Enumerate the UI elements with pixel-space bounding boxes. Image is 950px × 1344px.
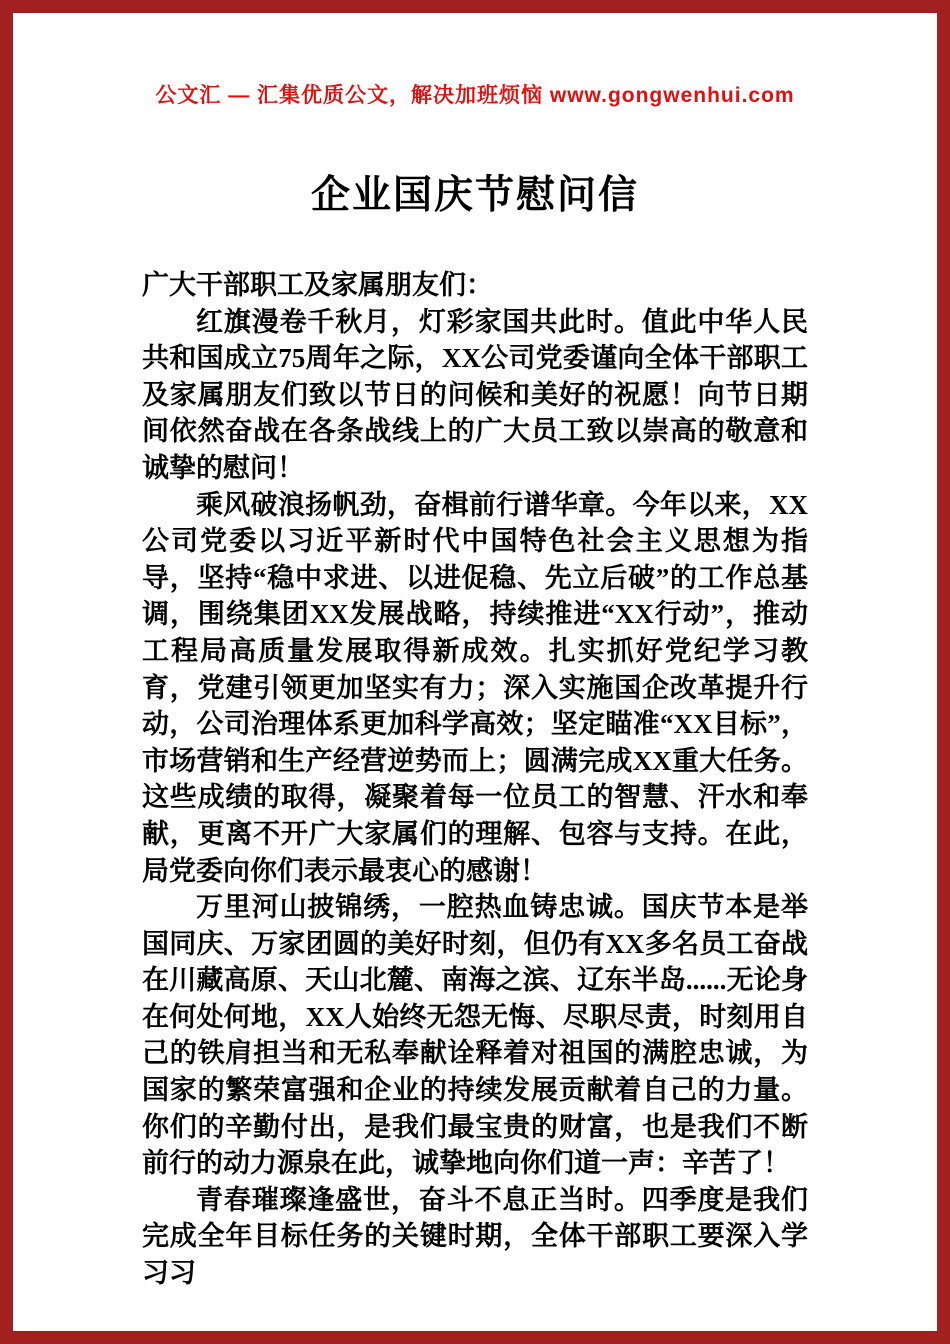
site-watermark-header: 公文汇 — 汇集优质公文，解决加班烦恼 www.gongwenhui.com [155, 84, 795, 107]
document-body [142, 267, 808, 1292]
document-title: 企业国庆节慰问信 [310, 174, 639, 217]
paragraph-4: 青春璀璨逢盛世，奋斗不息正当时。四季度是我们完成全年目标任务的关键时期，全体干部职工要深入学习习 [142, 1184, 808, 1289]
paragraph-1: 红旗漫卷千秋月，灯彩家国共此时。值此中华人民共和国成立75周年之际，XX公司党委谨向全体干部职工及家属朋友们致以节日的问候和美好的祝愿！向节日期间依然奋战在各条战线上的广大员工致以崇高的敬意和诚挚的慰问！ [142, 306, 808, 483]
paragraph-3: 万里河山披锦绣，一腔热血铸忠诚。国庆节本是举国同庆、万家团圆的美好时刻，但仍有XX多名员工奋战在川藏高原、天山北麓、南海之滨、辽东半岛......无论身在何处何地，XX人始终无怨无悔、尽职尽责，时刻用自己的铁肩担当和无私奉献诠释着对祖国的满腔忠诚，为国家的繁荣富强和企业的持续发展贡献着自己的力量。你们的辛勤付出，是我们最宝贵的财富，也是我们不断前行的动力源泉在此，诚挚地向你们道一声：辛苦了！ [142, 892, 808, 1179]
salutation-line: 广大干部职工及家属朋友们： [142, 270, 493, 300]
paragraph-2: 乘风破浪扬帆劲，奋楫前行谱华章。今年以来，XX公司党委以习近平新时代中国特色社会主义思想为指导，坚持“稳中求进、以进促稳、先立后破”的工作总基调，围绕集团XX发展战略，持续推进“XX行动”，推动工程局高质量发展取得新成效。扎实抓好党纪学习教育，党建引领更加坚实有力；深入实施国企改革提升行动，公司治理体系更加科学高效；坚定瞄准“XX目标”，市场营销和生产经营逆势而上；圆满完成XX重大任务。这些成绩的取得，凝聚着每一位员工的智慧、汗水和奉献，更离不开广大家属们的理解、包容与支持。在此，局党委向你们表示最衷心的感谢！ [142, 489, 808, 886]
